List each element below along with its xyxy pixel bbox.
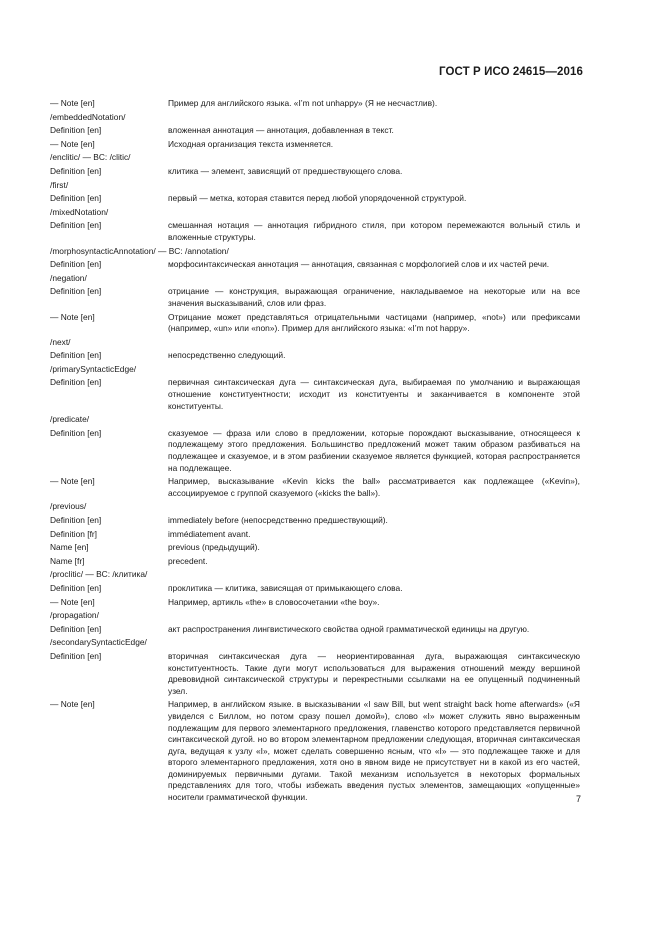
field-text: Исходная организация текста изменяется.	[168, 138, 334, 149]
field-label: Definition [en]	[50, 623, 102, 634]
term-heading: /proclitic/ — BC: /клитика/	[50, 569, 148, 580]
glossary-row	[50, 259, 580, 271]
field-label: Name [fr]	[50, 555, 85, 566]
field-text: морфосинтаксическая аннотация — аннотация, связанная с морфологией слов и их частей речи.	[168, 259, 550, 270]
glossary-row	[50, 583, 580, 595]
term-heading: /embeddedNotation/	[50, 111, 126, 122]
field-label: Definition [en]	[50, 650, 102, 661]
field-label: Definition [en]	[50, 220, 102, 231]
field-label: — Note [en]	[50, 596, 95, 607]
field-text: вложенная аннотация — аннотация, добавленная в текст.	[168, 125, 394, 136]
field-label: — Note [en]	[50, 311, 95, 322]
field-label: Definition [en]	[50, 427, 102, 438]
field-text: Пример для английского языка. «I’m not unhappy» (Я не несчастлив).	[168, 98, 438, 108]
field-text: immediately before (непосредственно предшествующий).	[168, 515, 388, 525]
field-text: проклитика — клитика, зависящая от примыкающего слова.	[168, 582, 403, 593]
field-text: смешанная нотация — аннотация гибридного стиля, при котором перемежаются вольный стиль и вложенные структуры.	[168, 220, 580, 242]
field-label: Definition [en]	[50, 582, 102, 593]
term-heading: /morphosyntacticAnnotation/ — BC: /annotation/	[50, 245, 229, 256]
field-label: Definition [en]	[50, 286, 102, 297]
term-heading: /mixedNotation/	[50, 206, 109, 217]
field-label: Definition [en]	[50, 165, 102, 176]
glossary-row	[50, 220, 580, 243]
term-heading: /negation/	[50, 272, 87, 283]
field-text: previous (предыдущий).	[168, 542, 260, 553]
field-label: Name [en]	[50, 542, 89, 553]
field-text: сказуемое — фраза или слово в предложении, которые порождают высказывание, относящееся к подлежащему этого предложения. Большинство предложений может таким образом разбиваться на подлежащее и сказуемое, и в этом разбиении сказуемое является функцией, которая распространяется на подлежащее.	[168, 427, 580, 473]
field-text: Отрицание может представляться отрицательными частицами (например, «not») или префиксами (например, «un» или «non»). Пример для английского языка: «I’m not happy».	[168, 311, 580, 334]
field-label: Definition [en]	[50, 259, 102, 270]
page-number: 7	[575, 794, 581, 804]
term-heading: /predicate/	[50, 414, 90, 425]
glossary-row	[50, 651, 580, 697]
glossary-row	[50, 350, 580, 362]
field-label: Definition [en]	[50, 515, 102, 525]
glossary-row	[50, 515, 580, 527]
glossary-row	[50, 139, 580, 151]
glossary-row	[50, 377, 580, 412]
glossary-row	[50, 193, 580, 205]
glossary-row	[50, 125, 580, 137]
glossary-row	[50, 556, 580, 568]
field-text: клитика — элемент, зависящий от предшествующего слова.	[168, 165, 403, 176]
field-label: Definition [en]	[50, 125, 102, 136]
field-label: Definition [en]	[50, 377, 102, 388]
glossary-row	[50, 542, 580, 554]
field-text: вторичная синтаксическая дуга — неориентированная дуга, выражающая синтаксическую конституентность. Такие дуги могут использоваться для выражения отношений между вершиной древовидной синтаксической структуры и перекрестными ссылками на ее опущенный подчиненный узел.	[168, 650, 580, 696]
field-text: отрицание — конструкция, выражающая ограничение, накладываемое на некоторые или на все значения высказываний, слов или фраз.	[168, 286, 580, 308]
glossary-row	[50, 699, 580, 803]
glossary-row	[50, 98, 580, 110]
field-label: Definition [en]	[50, 193, 102, 204]
field-text: непосредственно следующий.	[168, 350, 286, 361]
term-heading: /previous/	[50, 501, 87, 512]
field-text: Например, в английском языке. в высказывании «I saw Bill, but went straight back home afterwards» («Я увиделся с Биллом, но потом сразу пошел домой»), слово «I» может служить явно выраженным подлежащим для первого элементарного предложения, главенство которого представляется первичной синтаксической дугой. но во втором элементарном предложении следующая, вторичная синтаксическая дуга, ведущая к узлу «I», может сделать совершенно ясным, что «I» — это подлежащее также и для второго элементарного предложения, хотя оно в явном виде не присутствует ни в какой из его частей, доминируемых первичными дугами. Такой механизм используется в некоторых формальных представлениях для того, чтобы избежать введения пустых элементов, замещающих «опущенные» носители грамматической функции.	[168, 699, 580, 803]
term-heading: /enclitic/ — BC: /clitic/	[50, 152, 131, 163]
field-label: — Note [en]	[50, 138, 95, 149]
glossary-row	[50, 529, 580, 541]
term-heading: /propagation/	[50, 610, 99, 621]
glossary-row	[50, 597, 580, 609]
field-label: Definition [en]	[50, 350, 102, 361]
field-text: Например, высказывание «Kevin kicks the ball» рассматривается как подлежащее («Kevin»), ассоциируемое с группой сказуемого («kicks the ball»).	[168, 476, 580, 498]
term-heading: /secondarySyntacticEdge/	[50, 637, 147, 648]
field-label: Definition [fr]	[50, 528, 98, 539]
term-heading: /primarySyntacticEdge/	[50, 363, 137, 374]
field-label: — Note [en]	[50, 699, 95, 710]
document-header: ГОСТ Р ИСО 24615—2016	[438, 66, 583, 78]
glossary-content	[50, 98, 580, 806]
field-text: immédiatement avant.	[168, 528, 251, 539]
field-text: Например, артикль «the» в словосочетании «the boy».	[168, 596, 380, 607]
field-text: первый — метка, которая ставится перед любой упорядоченной структурой.	[168, 193, 467, 204]
glossary-row	[50, 476, 580, 499]
field-text: первичная синтаксическая дуга — синтаксическая дуга, выбираемая по умолчанию и выражающая отношение конституентности; исходит из конституенты и заканчивается в компоненте этой конституенты.	[168, 377, 580, 411]
field-label: — Note [en]	[50, 98, 95, 108]
term-heading: /first/	[50, 179, 69, 190]
glossary-row	[50, 312, 580, 335]
glossary-row	[50, 624, 580, 636]
glossary-row	[50, 286, 580, 309]
term-heading: /next/	[50, 336, 71, 347]
glossary-row	[50, 166, 580, 178]
field-text: precedent.	[168, 555, 208, 566]
field-text: акт распространения лингвистического свойства одной грамматической единицы на другую.	[168, 623, 530, 634]
field-label: — Note [en]	[50, 476, 95, 487]
glossary-row	[50, 428, 580, 474]
